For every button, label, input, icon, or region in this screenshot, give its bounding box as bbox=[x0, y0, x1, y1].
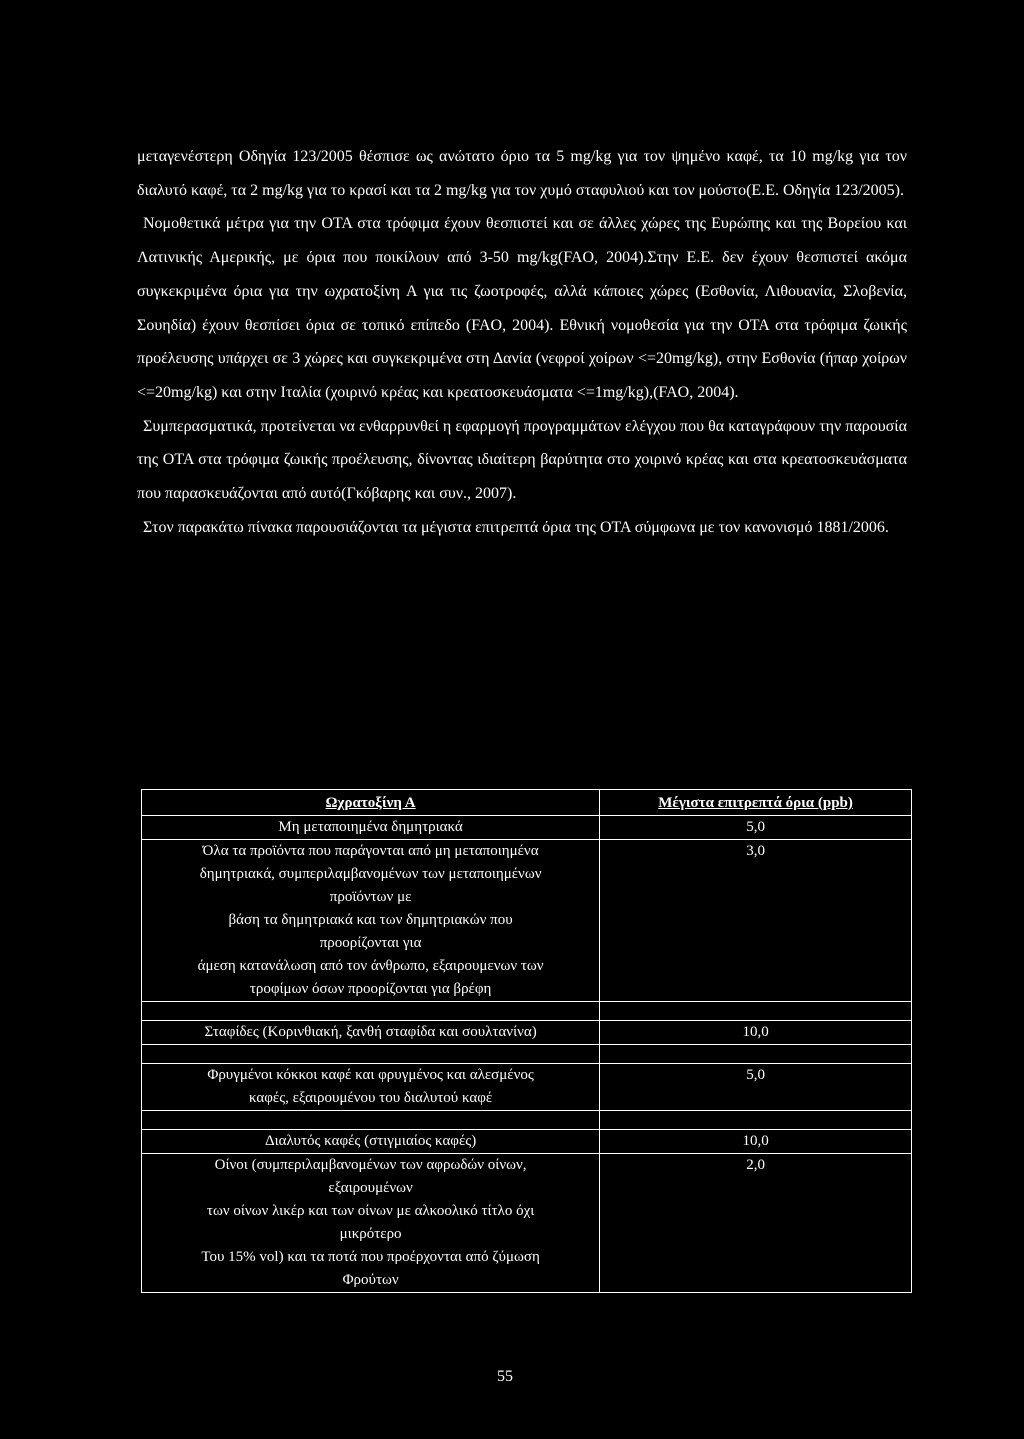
product-line: προορίζονται για bbox=[319, 935, 422, 951]
product-line: Του 15% vol) και τα ποτά που προέρχονται από ζύμωση bbox=[201, 1249, 540, 1265]
table-row bbox=[142, 1154, 912, 1293]
paragraph-legislation: Νομοθετικά μέτρα για την ΟΤΑ στα τρόφιμα έχουν θεσπιστεί και σε άλλες χώρες της Ευρώπης και της Βορείου και Λατινικής Αμερικής, με όρια που ποικίλουν από 3-50 mg/kg(FAO, 2004).Στην Ε.Ε. δεν έχουν θεσπιστεί ακόμα συγκεκριμένα όρια για την ωχρατοξίνη Α για τις ζωοτροφές, αλλά κάποιες χώρες (Εσθονία, Λιθουανία, Σλοβενία, Σουηδία) έχουν θεσπίσει όρια σε τοπικό επίπεδο (FAO, 2004). Εθνική νομοθεσία για την ΟΤΑ στα τρόφιμα ζωικής προέλευσης υπάρχει σε 3 χώρες και συγκεκριμένα στη Δανία (νεφροί χοίρων <=20mg/kg), στην Εσθονία (ήπαρ χοίρων <=20mg/kg) και στην Ιταλία (χοιρινό κρέας και κρεατοσκευάσματα <=1mg/kg),(FAO, 2004). bbox=[137, 215, 907, 401]
limit-cell: 10,0 bbox=[600, 1021, 912, 1045]
spacer-cell bbox=[142, 1111, 600, 1130]
spacer-cell bbox=[600, 1111, 912, 1130]
product-line: Όλα τα προϊόντα που παράγονται από μη μεταποιημένα bbox=[202, 843, 539, 859]
product-line: Φρούτων bbox=[342, 1272, 399, 1288]
product-line: δημητριακά, συμπεριλαμβανομένων των μεταποιημένων bbox=[199, 866, 542, 882]
table-spacer-row bbox=[142, 1111, 912, 1130]
product-cell bbox=[142, 1021, 600, 1045]
table-row bbox=[142, 1130, 912, 1154]
product-line: Μη μεταποιημένα δημητριακά bbox=[278, 819, 463, 835]
ochratoxin-limits-table bbox=[141, 789, 912, 1293]
product-cell bbox=[142, 1154, 600, 1293]
product-cell bbox=[142, 1064, 600, 1111]
product-cell bbox=[142, 1130, 600, 1154]
product-line: βάση τα δημητριακά και των δημητριακών που bbox=[228, 912, 513, 928]
table-spacer-row bbox=[142, 1045, 912, 1064]
paragraph-table-intro: Στον παρακάτω πίνακα παρουσιάζονται τα μέγιστα επιτρεπτά όρια της ΟΤΑ σύμφωνα με τον κανονισμό 1881/2006. bbox=[143, 518, 889, 536]
table-row bbox=[142, 816, 912, 840]
product-line: προϊόντων με bbox=[329, 889, 412, 905]
page-number: 55 bbox=[497, 1368, 513, 1385]
table-header-row bbox=[142, 790, 912, 816]
spacer-cell bbox=[142, 1002, 600, 1021]
product-line: Διαλυτός καφές (στιγμιαίος καφές) bbox=[264, 1133, 477, 1149]
spacer-cell bbox=[600, 1002, 912, 1021]
paragraph-conclusion: Συμπερασματικά, προτείνεται να ενθαρρυνθεί η εφαρμογή προγραμμάτων ελέγχου που θα καταγράφουν την παρουσία της ΟΤΑ στα τρόφιμα ζωικής προέλευσης, δίνοντας ιδιαίτερη βαρύτητα στο χοιρινό κρέας και στα κρεατοσκευάσματα που παρασκευάζονται από αυτό(Γκόβαρης και συν., 2007). bbox=[137, 417, 907, 503]
paragraph-directive: μεταγενέστερη Οδηγία 123/2005 θέσπισε ως ανώτατο όριο τα 5 mg/kg για τον ψημένο καφέ, τα 10 mg/kg για τον διαλυτό καφέ, τα 2 mg/kg για το κρασί και τα 2 mg/kg για τον χυμό σταφυλιού και τον μούστο(Ε.Ε. Οδηγία 123/2005). bbox=[137, 148, 907, 199]
product-line: Οίνοι (συμπεριλαμβανομένων των αφρωδών οίνων, bbox=[214, 1157, 527, 1173]
product-line: εξαιρουμένων bbox=[328, 1180, 413, 1196]
product-line: άμεση κατανάλωση από τον άνθρωπο, εξαιρουμενων των bbox=[197, 958, 544, 974]
product-cell bbox=[142, 816, 600, 840]
product-line: Φρυγμένοι κόκκοι καφέ και φρυγμένος και αλεσμένος bbox=[207, 1067, 534, 1083]
table-row bbox=[142, 1021, 912, 1045]
limit-cell: 3,0 bbox=[600, 840, 912, 1002]
limit-cell: 2,0 bbox=[600, 1154, 912, 1293]
limit-cell: 5,0 bbox=[600, 1064, 912, 1111]
product-cell bbox=[142, 840, 600, 1002]
limit-cell: 10,0 bbox=[600, 1130, 912, 1154]
product-line: μικρότερο bbox=[339, 1226, 402, 1242]
product-line: τροφίμων όσων προορίζονται για βρέφη bbox=[249, 981, 492, 997]
spacer-cell bbox=[142, 1045, 600, 1064]
body-text bbox=[137, 140, 907, 544]
header-product: Ωχρατοξίνη Α bbox=[142, 790, 600, 816]
table-row bbox=[142, 840, 912, 1002]
product-line: Σταφίδες (Κορινθιακή, ξανθή σταφίδα και σουλτανίνα) bbox=[204, 1024, 537, 1040]
header-limit: Μέγιστα επιτρεπτά όρια (ppb) bbox=[600, 790, 912, 816]
product-line: καφές, εξαιρουμένου του διαλυτού καφέ bbox=[248, 1090, 493, 1106]
product-line: των οίνων λικέρ και των οίνων με αλκοολικό τίτλο όχι bbox=[206, 1203, 535, 1219]
limit-cell: 5,0 bbox=[600, 816, 912, 840]
spacer-cell bbox=[600, 1045, 912, 1064]
table-spacer-row bbox=[142, 1002, 912, 1021]
table-row bbox=[142, 1064, 912, 1111]
